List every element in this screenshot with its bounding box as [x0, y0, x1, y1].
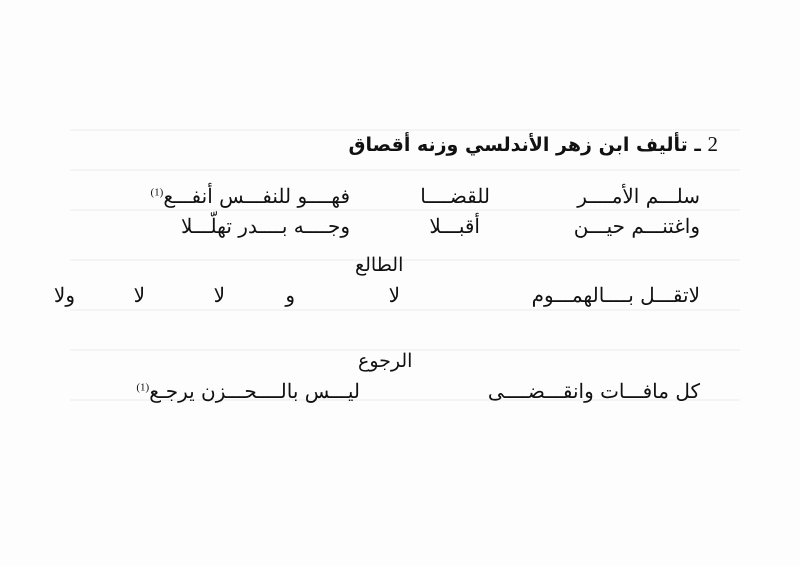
section-label-return: الرجوع — [358, 350, 413, 372]
opening-part-6: ولا — [53, 283, 75, 307]
opening-line — [40, 283, 700, 311]
heading-number: 2 — [707, 132, 718, 156]
opening-part-5: لا — [133, 283, 145, 307]
opening-part-1: لاتقـــل بــــالهمـــوم — [531, 283, 700, 307]
opening-part-2: لا — [388, 283, 400, 307]
verse-2-part-3: وجــــه بــــدر تهلّـــلا — [181, 214, 350, 238]
return-line — [40, 379, 700, 407]
opening-part-3: و — [285, 283, 295, 307]
section-label-opening: الطالع — [355, 254, 404, 276]
heading-dash: ـ — [694, 134, 701, 156]
return-part-2-text: ليـــس بالــــحـــزن يرجـع — [149, 379, 360, 403]
verse-1-part-3-text: فهــــو للنفـــس أنفـــع — [163, 184, 350, 208]
verse-line-1 — [40, 184, 700, 212]
verse-1-part-1: سلـــم الأمــــر — [577, 184, 700, 208]
footnote-marker-1: (1) — [150, 186, 164, 199]
opening-part-4: لا — [213, 283, 225, 307]
verse-1-part-2: للقضــــا — [420, 184, 490, 208]
heading-title: تأليف ابن زهر الأندلسي وزنه أقصاق — [348, 134, 688, 156]
section-heading — [349, 132, 718, 157]
return-part-1: كل مافـــات وانقـــضــــى — [487, 379, 700, 403]
verse-2-part-2: أقبـــلا — [429, 214, 480, 238]
verse-line-2 — [40, 214, 700, 242]
verse-1-part-3 — [150, 184, 350, 208]
footnote-marker-2: (1) — [136, 381, 150, 394]
verse-2-part-1: واغتنـــم حيـــن — [573, 214, 700, 238]
return-part-2 — [136, 379, 360, 403]
